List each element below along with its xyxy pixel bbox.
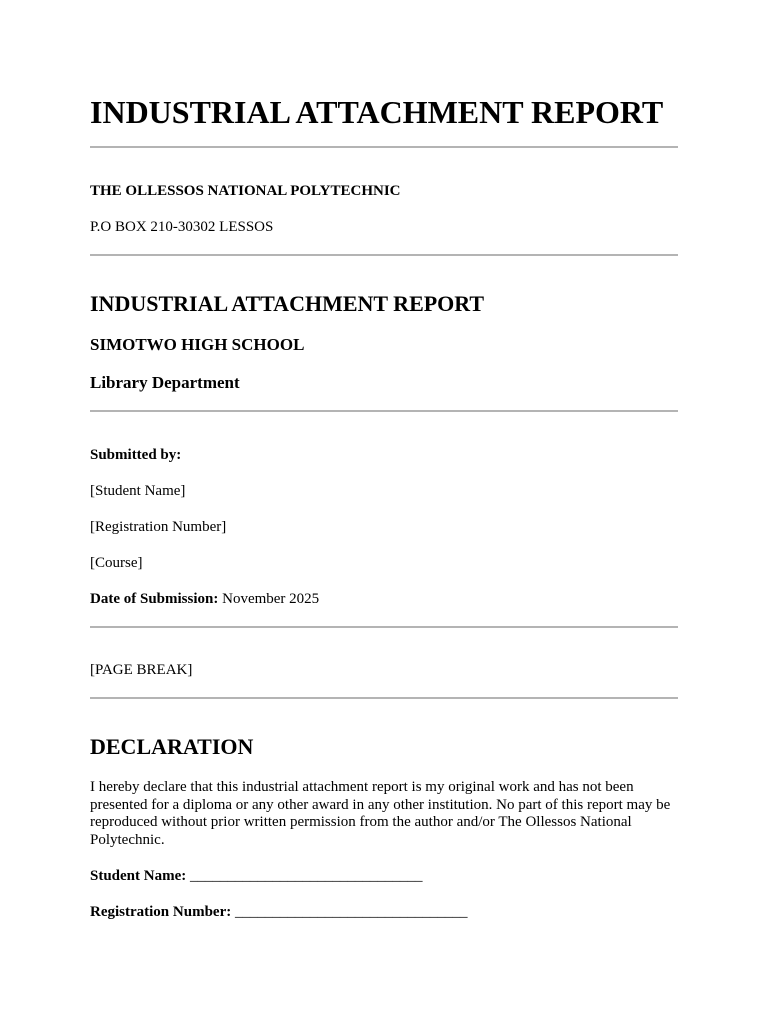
divider [90,254,678,256]
student-name-placeholder: [Student Name] [90,483,186,499]
submission-date-value: November 2025 [218,591,320,607]
declaration-registration-blank: _______________________________ [231,904,468,920]
declaration-student-name-blank: _______________________________ [186,868,423,884]
department-name: Library Department [90,373,240,392]
document-title: INDUSTRIAL ATTACHMENT REPORT [90,94,664,130]
submission-date-label: Date of Submission: [90,591,219,607]
course-placeholder: [Course] [90,555,143,571]
submission-date-line [90,590,319,608]
declaration-student-name-line [90,867,423,885]
divider [90,146,678,148]
declaration-text: I hereby declare that this industrial attachment report is my original work and has not been presented for a diploma or any other award in any other institution. No part of this report may be reproduced without prior written permission from the author and/or The Ollessos National Polytechnic. [90,779,671,848]
page-break-marker: [PAGE BREAK] [90,662,193,678]
divider [90,410,678,412]
divider [90,626,678,628]
institution-address: P.O BOX 210-30302 LESSOS [90,219,274,235]
declaration-registration-line [90,903,467,921]
institution-name: THE OLLESSOS NATIONAL POLYTECHNIC [90,183,401,199]
school-name: SIMOTWO HIGH SCHOOL [90,335,305,354]
declaration-registration-label: Registration Number: [90,904,232,920]
submitted-by-label: Submitted by: [90,447,182,463]
declaration-heading: DECLARATION [90,734,254,759]
declaration-student-name-label: Student Name: [90,868,187,884]
report-title: INDUSTRIAL ATTACHMENT REPORT [90,291,485,316]
divider [90,697,678,699]
registration-number-placeholder: [Registration Number] [90,519,227,535]
